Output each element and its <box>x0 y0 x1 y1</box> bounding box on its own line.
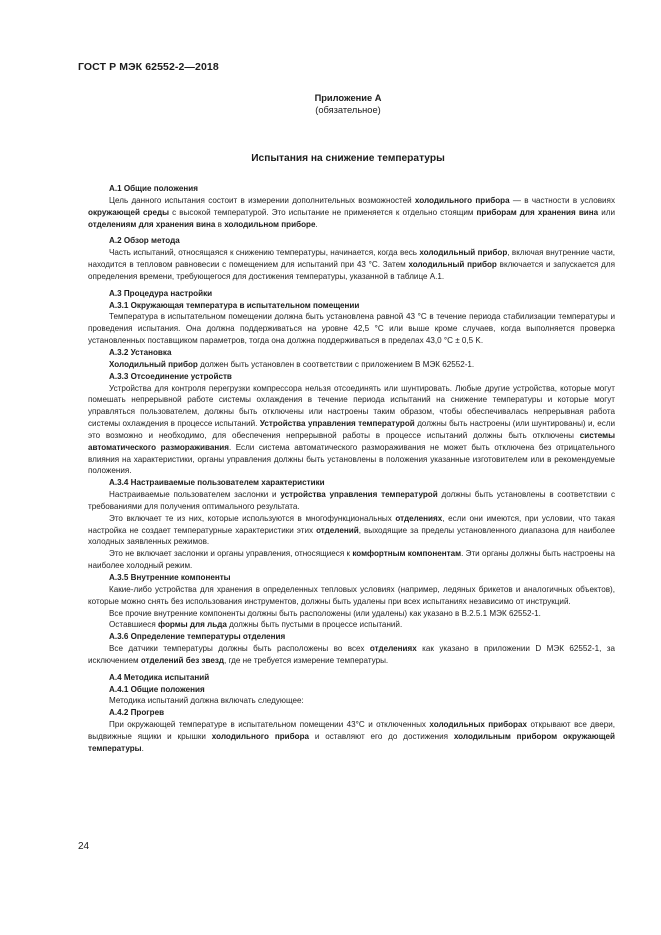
bold-term: комфортным компонентам <box>352 549 462 559</box>
annex-heading <box>200 92 496 116</box>
paragraph <box>88 719 615 755</box>
bold-term: формы для льда <box>157 620 227 630</box>
bold-term: устройства управления температурой <box>280 490 438 500</box>
paragraph <box>88 643 615 667</box>
paragraph <box>88 311 615 347</box>
document-body <box>88 183 615 755</box>
bold-term: холодильного прибора <box>211 731 310 741</box>
text-run: . Если система автоматического размораживания не может быть отключена без отрицательного влияния на характеристики, органы управления должны быть установлены в положения указанные изготовителем или в рекомендуемые положения. <box>88 442 615 476</box>
text-run: Это включает те из них, которые используются в многофункциональных <box>109 513 396 523</box>
text-run: Методика испытаний должна включать следующее: <box>109 696 304 706</box>
text-run: Какие-либо устройства для хранения в определенных тепловых условиях (например, ледяных брикетов и аналогичных объектов), которые можно снять без использования инструментов, должны быть удалены при всех испытаниях независимо от инструкций. <box>88 584 615 606</box>
text-run: должны быть пустыми в процессе испытаний. <box>226 620 403 630</box>
section-heading: А.3 Процедура настройки <box>109 288 213 298</box>
paragraph <box>88 619 615 631</box>
annex-title: Приложение А <box>314 93 382 103</box>
paragraph <box>88 359 615 371</box>
text-run: Все прочие внутренние компоненты должны быть расположены (или удалены) как указано в В.2.5.1 МЭК 62552-1. <box>109 608 541 618</box>
bold-term: отделениях <box>395 513 443 523</box>
section-heading: А.4 Методика испытаний <box>109 672 210 682</box>
text-run: Это не включает заслонки и органы управления, относящиеся к <box>109 549 353 559</box>
section-heading: А.2 Обзор метода <box>109 236 180 246</box>
bold-term: холодильный прибор <box>419 248 508 258</box>
text-run: или <box>598 207 616 217</box>
section-heading: А.3.1 Окружающая температура в испытательном помещении <box>109 300 360 310</box>
text-run: с высокой температурой. Это испытание не применяется к отдельно стоящим <box>169 207 477 217</box>
text-run: Настраиваемые пользователем заслонки и <box>109 490 281 500</box>
text-run: , включая внутренние части, находится в тепловом равновесии с помещением для испытаний при 43 °С. Затем <box>88 248 616 270</box>
text-run: Температура в испытательном помещении должна быть установлена равной 43 °С в течение периода стабилизации температуры и проведения испытания. Она должна поддерживаться на уровне 42,5 °С или выше кроме случаев, когда выполняется проверка установленных поставщиком параметров, тогда она должна поддерживаться в пределах 43,0 °С ± 0,5 K. <box>88 312 615 346</box>
paragraph <box>88 608 615 620</box>
bold-term: Холодильный прибор <box>109 359 198 369</box>
text-run: . <box>141 743 144 753</box>
paragraph <box>88 695 615 707</box>
section-heading: А.4.1 Общие положения <box>109 684 205 694</box>
bold-term: отделениям для хранения вина <box>88 219 216 229</box>
text-run: должен быть установлен в соответствии с приложением В МЭК 62552-1. <box>197 359 475 369</box>
text-run: Все датчики температуры должны быть расположены во всех <box>109 644 370 654</box>
text-run: в <box>215 219 225 229</box>
document-title: Испытания на снижение температуры <box>251 153 445 164</box>
paragraph <box>88 489 615 513</box>
text-run: открывают все двери, выдвижные ящики и крышки <box>88 720 615 741</box>
text-run: . <box>315 219 318 229</box>
text-run: и оставляют его до достижения <box>309 731 454 741</box>
bold-term: Устройства управления температурой <box>259 419 415 429</box>
section-heading: А.3.5 Внутренние компоненты <box>109 573 231 582</box>
text-run: Оставшиеся <box>109 620 158 630</box>
text-run: При окружающей температуре в испытательном помещении 43°С и отключенных <box>109 720 430 730</box>
text-run: Устройства для контроля перегрузки компрессора нельзя отсоединять или шунтировать. Любые другие устройства, которые могут помешать непрерывной работе системы охлаждения в течение периода испытаний на снижение температуры и которые могут управляться пользователем, должны быть отключены или настроены таким образом, чтобы обеспечивалась непрерывная работа системы охлаждения в процессе испытаний. <box>88 383 615 429</box>
text-run: как указано в приложении D МЭК 62552-1, за исключением <box>88 644 615 665</box>
bold-term: окружающей среды <box>88 207 170 217</box>
bold-term: отделений без звезд <box>140 655 225 665</box>
text-run: , выходящие за пределы установленного диапазона для наиболее холодных заявленных режимов. <box>88 525 615 547</box>
text-run: должны быть установлены в соответствии с требованиями для получения оптимального результата. <box>88 490 615 511</box>
paragraph <box>88 548 615 572</box>
text-run: . Эти органы должны быть настроены на наиболее холодный режим. <box>88 549 615 571</box>
paragraph <box>88 383 615 478</box>
standard-header: ГОСТ Р МЭК 62552-2—2018 <box>78 61 219 73</box>
bold-term: холодильным прибором окружающей температуры <box>88 731 615 753</box>
bold-term: системы автоматического размораживания <box>88 430 615 452</box>
bold-term: приборам для хранения вина <box>476 207 599 217</box>
bold-term: холодильный прибор <box>408 260 497 270</box>
text-run: — в частности в условиях <box>509 195 615 205</box>
text-run: должны быть настроены (или шунтированы) и, если это возможно и необходимо, для обеспечения непрерывной работы в процессе испытаний должны быть отключены <box>88 419 615 440</box>
text-run: Часть испытаний, относящаяся к снижению температуры, начинается, когда весь <box>109 248 420 258</box>
section-heading: А.1 Общие положения <box>109 184 198 193</box>
paragraph <box>88 513 615 549</box>
paragraph <box>88 247 615 283</box>
section-heading: А.4.2 Прогрев <box>109 708 165 718</box>
text-run: включается и запускается для определения времени, требующегося для достижения температуры, указанной в таблице А.1. <box>88 260 616 281</box>
bold-term: холодильном приборе <box>224 219 316 229</box>
page-number: 24 <box>78 841 90 852</box>
section-heading: А.3.6 Определение температуры отделения <box>109 632 286 642</box>
annex-subtitle: (обязательное) <box>315 105 381 115</box>
text-run: Цель данного испытания состоит в измерении дополнительных возможностей <box>109 195 415 205</box>
bold-term: холодильных приборах <box>429 720 527 730</box>
text-run: , если они имеются, при условии, что такая настройка не создает температурные характеристики этих <box>88 513 615 535</box>
section-heading: А.3.4 Настраиваемые пользователем характеристики <box>109 478 325 488</box>
text-run: , где не требуется измерение температуры. <box>224 655 389 665</box>
bold-term: холодильного прибора <box>414 195 510 205</box>
bold-term: отделений <box>316 525 359 535</box>
paragraph <box>88 584 615 608</box>
paragraph <box>88 195 615 231</box>
section-heading: А.3.2 Установка <box>109 347 172 357</box>
section-heading: А.3.3 Отсоединение устройств <box>109 371 232 381</box>
bold-term: отделениях <box>369 644 417 654</box>
